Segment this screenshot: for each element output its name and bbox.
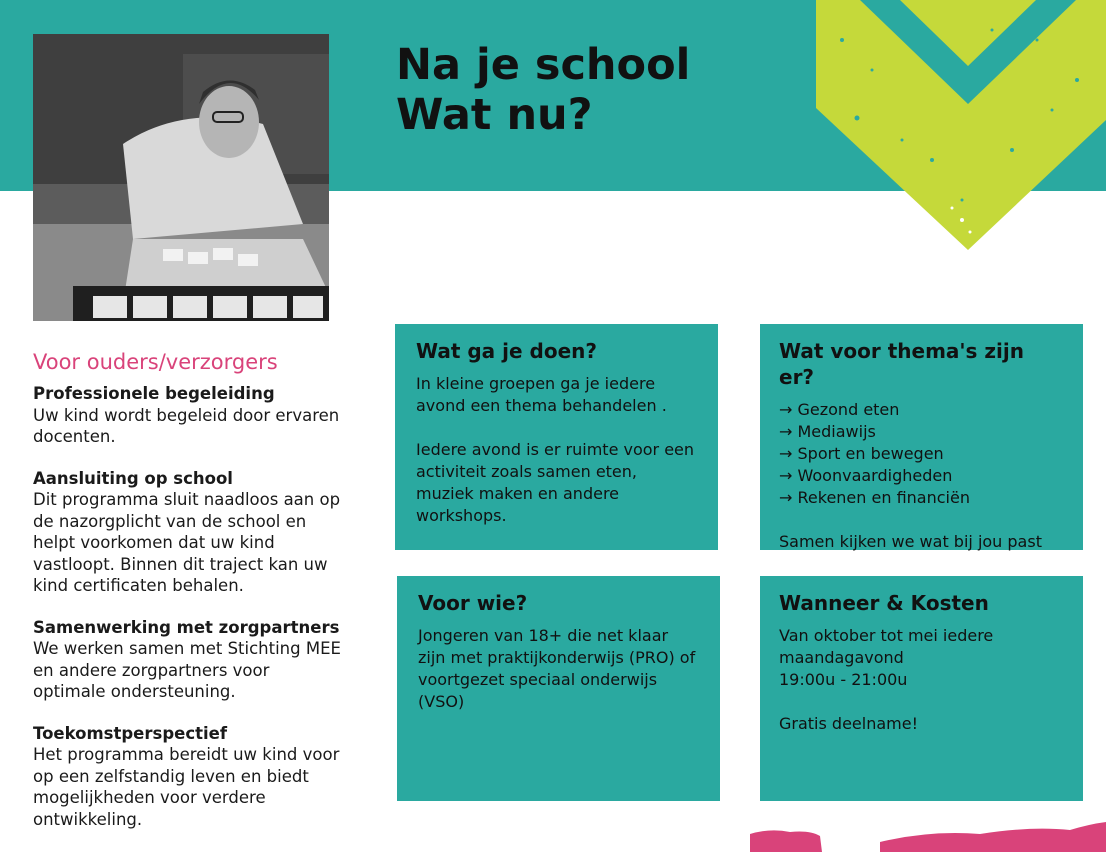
section-heading: Professionele begeleiding <box>33 384 275 403</box>
card-for-whom <box>397 576 720 801</box>
section-text: We werken samen met Stichting MEE en andere zorgpartners voor optimale ondersteuning. <box>33 639 341 701</box>
section-heading: Aansluiting op school <box>33 468 233 488</box>
price-text: Gratis deelname! <box>779 714 918 733</box>
photo <box>33 34 329 321</box>
card-themes <box>760 324 1083 550</box>
section-professional-guidance <box>33 383 343 448</box>
section-care-partners <box>33 617 343 703</box>
card-title: Voor wie? <box>418 591 528 615</box>
theme-item: → Rekenen en financiën <box>779 487 1063 509</box>
card-text: In kleine groepen ga je iedere avond een thema behandelen . <box>416 374 667 415</box>
title-line-1: Na je school <box>396 40 691 90</box>
theme-item: → Sport en bewegen <box>779 443 1063 465</box>
section-text: Het programma bereidt uw kind voor op een zelfstandig leven en biedt mogelijkheden voor verdere ontwikkeling. <box>33 745 340 829</box>
section-future-perspective <box>33 723 343 831</box>
pink-brush-decoration <box>750 820 1106 852</box>
themes-footer: Samen kijken we wat bij jou past <box>779 532 1042 551</box>
page-title <box>396 40 690 140</box>
photo-person-with-money-tray-icon <box>33 34 329 321</box>
sidebar-title: Voor ouders/verzorgers <box>33 350 278 374</box>
card-title: Wat ga je doen? <box>416 339 597 363</box>
theme-item: → Woonvaardigheden <box>779 465 1063 487</box>
card-title: Wanneer & Kosten <box>779 591 989 615</box>
section-heading: Toekomstperspectief <box>33 723 228 743</box>
themes-list <box>779 399 1063 509</box>
card-title: Wat voor thema's zijn er? <box>779 339 1024 389</box>
parents-sidebar <box>33 348 343 850</box>
section-text: Uw kind wordt begeleid door ervaren docenten. <box>33 405 340 446</box>
section-text: Dit programma sluit naadloos aan op de nazorgplicht van de school en helpt voorkomen dat uw kind vastloopt. Binnen dit traject kan uw kind certificaten behalen. <box>33 490 341 595</box>
section-heading: Samenwerking met zorgpartners <box>33 617 340 637</box>
schedule-text: Van oktober tot mei iedere maandagavond <box>779 626 994 667</box>
card-text: Jongeren van 18+ die net klaar zijn met praktijkonderwijs (PRO) of voortgezet speciaal onderwijs (VSO) <box>418 626 696 711</box>
chevron-decoration <box>812 0 1106 250</box>
card-text: Iedere avond is er ruimte voor een activiteit zoals samen eten, muziek maken en andere workshops. <box>416 440 695 525</box>
theme-item: → Gezond eten <box>779 399 1063 421</box>
card-when-costs <box>760 576 1083 801</box>
card-what-to-do <box>395 324 718 550</box>
schedule-time: 19:00u - 21:00u <box>779 670 908 689</box>
theme-item: → Mediawijs <box>779 421 1063 443</box>
section-school-connection <box>33 468 343 597</box>
title-line-2: Wat nu? <box>396 90 593 140</box>
